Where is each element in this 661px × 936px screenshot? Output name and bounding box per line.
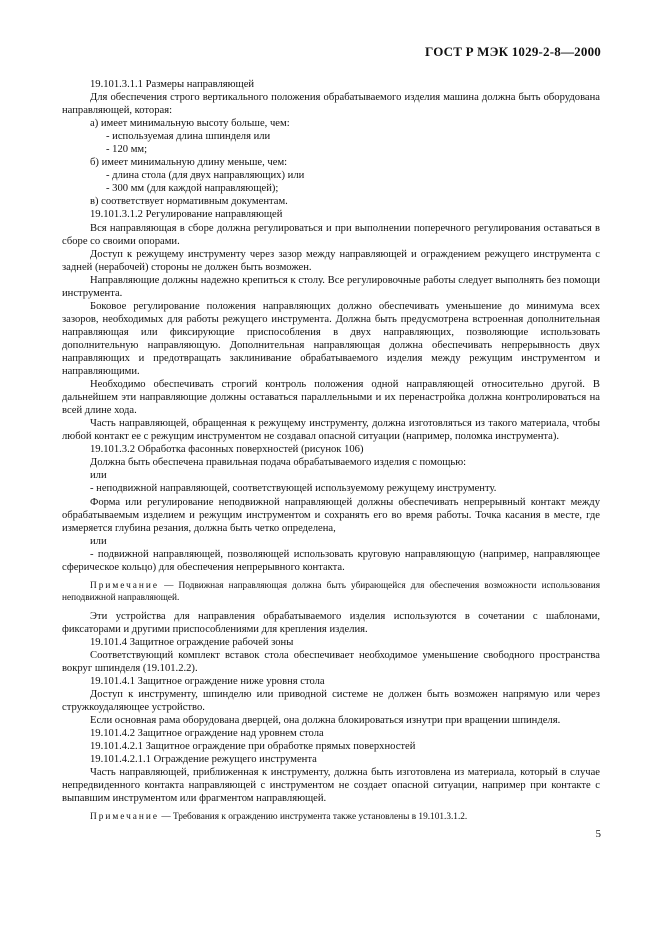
paragraph: а) имеет минимальную высоту больше, чем: — [90, 118, 290, 130]
paragraph: Часть направляющей, обращенная к режущему инструменту, должна изготовляться из такого материала, чтобы любой контакт ее с режущим инструментом не создавал опасной ситуации (например, поломка инструмента). — [62, 418, 600, 443]
paragraph: - длина стола (для двух направляющих) или — [106, 170, 305, 182]
paragraph: Для обеспечения строго вертикального положения обрабатываемого изделия машина должна быть оборудована направляющей, которая: — [62, 92, 600, 117]
note-text: — Подвижная направляющая должна быть убирающейся для обеспечения возможности использования неподвижной направляющей. — [62, 580, 600, 603]
paragraph: Доступ к инструменту, шпинделю или приводной системе не должен быть возможен напрямую или через стружкоудаляющее устройство. — [62, 689, 600, 714]
paragraph: 19.101.4.2.1 Защитное ограждение при обработке прямых поверхностей — [90, 741, 416, 753]
note-paragraph — [62, 811, 600, 823]
paragraph: 19.101.4.2.1.1 Ограждение режущего инструмента — [90, 754, 317, 766]
paragraph: Форма или регулирование неподвижной направляющей должны обеспечивать непрерывный контакт между обрабатываемым изделием и режущим инструментом и сохранять его во время работы. Точка касания в месте, где измеряется глубина резания, должна быть четко определена, — [62, 496, 600, 534]
paragraph: 19.101.4 Защитное ограждение рабочей зоны — [90, 636, 294, 648]
paragraph: Если основная рама оборудована дверцей, она должна блокироваться изнутри при вращении шпинделя. — [90, 715, 561, 727]
paragraph: или — [90, 535, 107, 547]
paragraph: Должна быть обеспечена правильная подача обрабатываемого изделия с помощью: — [90, 457, 467, 469]
paragraph: - подвижной направляющей, позволяющей использовать круговую направляющую (например, направляющее сферическое кольцо) для обеспечения непрерывного контакта. — [62, 548, 600, 573]
note-paragraph — [62, 580, 600, 604]
paragraph: 19.101.3.2 Обработка фасонных поверхностей (рисунок 106) — [90, 444, 364, 456]
paragraph: или — [90, 470, 107, 482]
document-body — [62, 78, 600, 829]
paragraph: 19.101.3.1.2 Регулирование направляющей — [90, 209, 283, 221]
paragraph: Необходимо обеспечивать строгий контроль положения одной направляющей относительно другой. В дальнейшем эти направляющие должны оставаться параллельными и их перенастройка должна контролироваться на всей длине хода. — [62, 379, 600, 417]
paragraph: Часть направляющей, приближенная к инструменту, должна быть изготовлена из материала, который в случае непредвиденного контакта направляющей с инструментом не создает опасной ситуации, например при контакте с выпавшим инструментом или фрагментом направляющей. — [62, 767, 600, 805]
paragraph: в) соответствует нормативным документам. — [90, 196, 288, 208]
paragraph: Соответствующий комплект вставок стола обеспечивает необходимое уменьшение свободного пространства вокруг шпинделя (19.101.2.2). — [62, 649, 600, 674]
paragraph: Вся направляющая в сборе должна регулироваться и при выполнении поперечного регулирования оставаться в сборе со своими опорами. — [62, 222, 600, 247]
document-header: ГОСТ Р МЭК 1029-2-8—2000 — [425, 44, 601, 59]
note-label: Примечание — [90, 580, 159, 591]
paragraph: - неподвижной направляющей, соответствующей используемому режущему инструменту. — [90, 483, 497, 495]
page-number: 5 — [595, 828, 601, 840]
paragraph: Эти устройства для направления обрабатываемого изделия используются в сочетании с шаблонами, фиксаторами и другими приспособлениями для крепления изделия. — [62, 610, 600, 635]
paragraph: 19.101.4.1 Защитное ограждение ниже уровня стола — [90, 676, 325, 688]
paragraph: 19.101.4.2 Защитное ограждение над уровнем стола — [90, 728, 324, 740]
paragraph: 19.101.3.1.1 Размеры направляющей — [90, 79, 255, 90]
paragraph: б) имеет минимальную длину меньше, чем: — [90, 157, 288, 169]
note-text: — Требования к ограждению инструмента также установлены в 19.101.3.1.2. — [159, 812, 468, 823]
paragraph: Доступ к режущему инструменту через зазор между направляющей и ограждением режущего инструмента с задней (нерабочей) стороны не должен быть возможен. — [62, 248, 600, 273]
paragraph: - используемая длина шпинделя или — [106, 131, 271, 143]
paragraph: Направляющие должны надежно крепиться к столу. Все регулировочные работы следует выполнять без помощи инструмента. — [62, 274, 600, 299]
paragraph: Боковое регулирование положения направляющих должно обеспечивать уменьшение до минимума всех зазоров, необходимых для работы режущего инструмента. Должна быть предусмотрена встроенная дополнительная направляющая или фиксирующие приспособления в двух направляющих, позволяющие использовать дополнительную направляющую. Дополнительная направляющая должна обеспечивать непрерывность двух направляющих и предотвращать заклинивание обрабатываемого изделия между режущим инструментом и направляющими. — [62, 300, 600, 378]
paragraph: - 120 мм; — [106, 144, 148, 156]
note-label: Примечание — [90, 812, 159, 823]
paragraph: - 300 мм (для каждой направляющей); — [106, 183, 279, 195]
